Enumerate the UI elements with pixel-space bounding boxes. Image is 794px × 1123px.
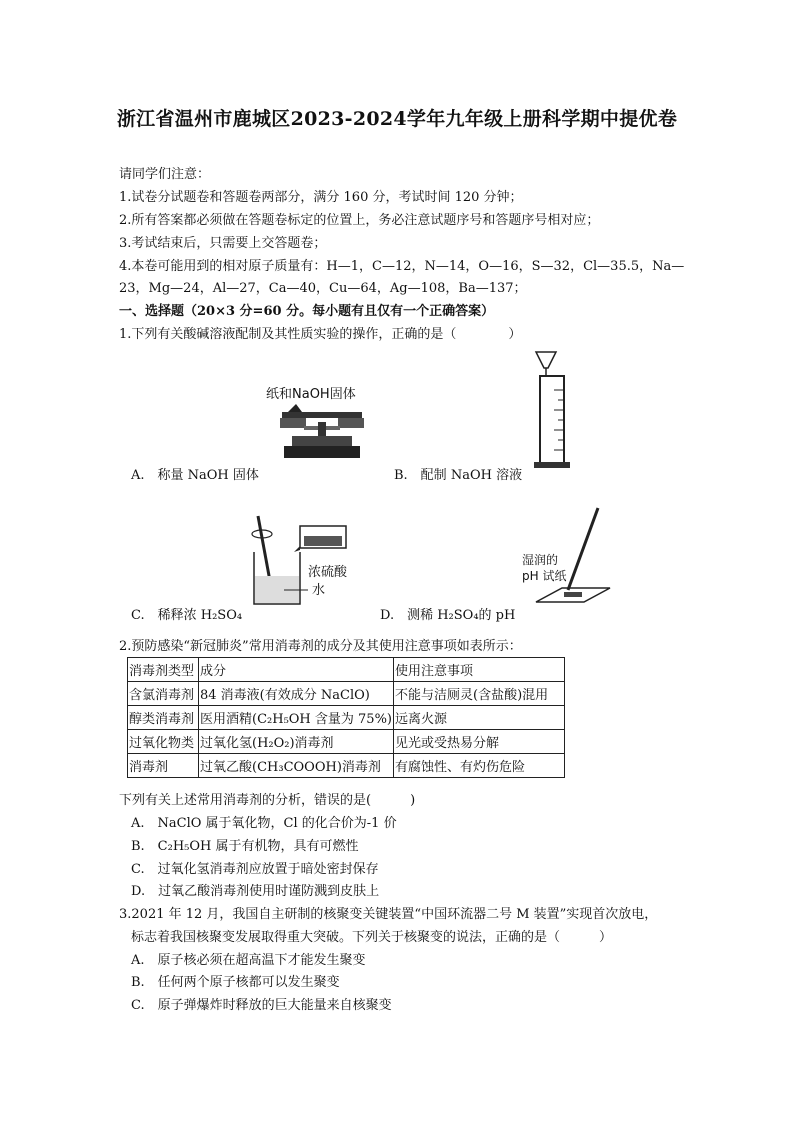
question-3-stem-line2: 标志着我国核聚变发展取得重大突破。下列关于核聚变的说法，正确的是（ ） xyxy=(131,930,613,945)
q3-option-b: B. 任何两个原子核都可以发生聚变 xyxy=(131,975,340,990)
table-cell: 消毒剂类型 xyxy=(128,658,199,682)
notice-item: 1.试卷分试题卷和答题卷两部分，满分 160 分，考试时间 120 分钟； xyxy=(119,190,523,205)
q2-option-a: A. NaClO 属于氧化物，Cl 的化合价为-1 价 xyxy=(131,816,397,831)
notice-item: 2.所有答案都必须做在答题卷标定的位置上，务必注意试题序号和答题序号相对应； xyxy=(119,213,600,228)
q3-option-c: C. 原子弹爆炸时释放的巨大能量来自核聚变 xyxy=(131,998,392,1013)
ph-test-figure xyxy=(516,504,616,608)
q2-option-b: B. C₂H₅OH 属于有机物，具有可燃性 xyxy=(131,839,359,854)
question-2-question: 下列有关上述常用消毒剂的分析，错误的是( ) xyxy=(119,793,416,808)
exam-title: 浙江省温州市鹿城区2023-2024学年九年级上册科学期中提优卷 xyxy=(116,108,678,130)
figure-c-label-water: 水 xyxy=(312,583,326,598)
q1-option-d: D. 测稀 H₂SO₄的 pH xyxy=(380,608,516,623)
table-cell: 过氧化氢(H₂O₂)消毒剂 xyxy=(199,730,394,754)
question-3-stem-line1: 3.2021 年 12 月，我国自主研制的核聚变关键装置“中国环流器二号 M 装置”实现首次放电， xyxy=(119,907,658,922)
dilution-figure xyxy=(244,512,364,610)
notice-item: 23，Mg—24，Al—27，Ca—40，Cu—64，Ag—108，Ba—137； xyxy=(119,281,527,296)
figure-a-label: 纸和NaOH固体 xyxy=(266,387,356,402)
table-cell: 过氧化物类 xyxy=(128,730,199,754)
table-cell: 见光或受热易分解 xyxy=(394,730,565,754)
notice-item: 3.考试结束后，只需要上交答题卷； xyxy=(119,236,327,251)
disinfectant-table xyxy=(127,657,565,778)
q2-option-c: C. 过氧化氢消毒剂应放置于暗处密封保存 xyxy=(131,862,379,877)
notice-heading: 请同学们注意： xyxy=(119,167,211,182)
question-1-stem: 1.下列有关酸碱溶液配制及其性质实验的操作，正确的是（ ） xyxy=(119,327,522,342)
table-row xyxy=(128,754,565,778)
q1-option-a: A. 称量 NaOH 固体 xyxy=(131,468,259,483)
table-row xyxy=(128,730,565,754)
q2-option-d: D. 过氧乙酸消毒剂使用时谨防溅到皮肤上 xyxy=(131,884,380,899)
table-cell: 有腐蚀性、有灼伤危险 xyxy=(394,754,565,778)
q3-option-a: A. 原子核必须在超高温下才能发生聚变 xyxy=(131,953,366,968)
figure-d-label-2: pH 试纸 xyxy=(522,569,567,583)
table-cell: 使用注意事项 xyxy=(394,658,565,682)
question-2-stem: 2.预防感染“新冠肺炎”常用消毒剂的成分及其使用注意事项如表所示： xyxy=(119,639,522,654)
balance-figure xyxy=(262,382,382,464)
section-heading: 一、选择题（20×3 分=60 分。每小题有且仅有一个正确答案） xyxy=(119,304,495,319)
table-cell: 84 消毒液(有效成分 NaClO) xyxy=(199,682,394,706)
table-cell: 成分 xyxy=(199,658,394,682)
table-row xyxy=(128,658,565,682)
table-cell: 醇类消毒剂 xyxy=(128,706,199,730)
table-cell: 消毒剂 xyxy=(128,754,199,778)
cylinder-figure xyxy=(528,350,578,470)
table-cell: 医用酒精(C₂H₅OH 含量为 75%) xyxy=(199,706,394,730)
table-cell: 含氯消毒剂 xyxy=(128,682,199,706)
table-cell: 远离火源 xyxy=(394,706,565,730)
figure-c-label-acid: 浓硫酸 xyxy=(308,565,348,580)
q1-option-b: B. 配制 NaOH 溶液 xyxy=(394,468,523,483)
table-cell: 过氧乙酸(CH₃COOOH)消毒剂 xyxy=(199,754,394,778)
notice-item: 4.本卷可能用到的相对原子质量有：H—1，C—12，N—14，O—16，S—32，Cl—35.5，Na— xyxy=(119,259,685,274)
table-row xyxy=(128,682,565,706)
q1-option-c: C. 稀释浓 H₂SO₄ xyxy=(131,608,243,623)
table-cell: 不能与洁厕灵(含盐酸)混用 xyxy=(394,682,565,706)
table-row xyxy=(128,706,565,730)
figure-d-label-1: 湿润的 xyxy=(522,553,559,567)
